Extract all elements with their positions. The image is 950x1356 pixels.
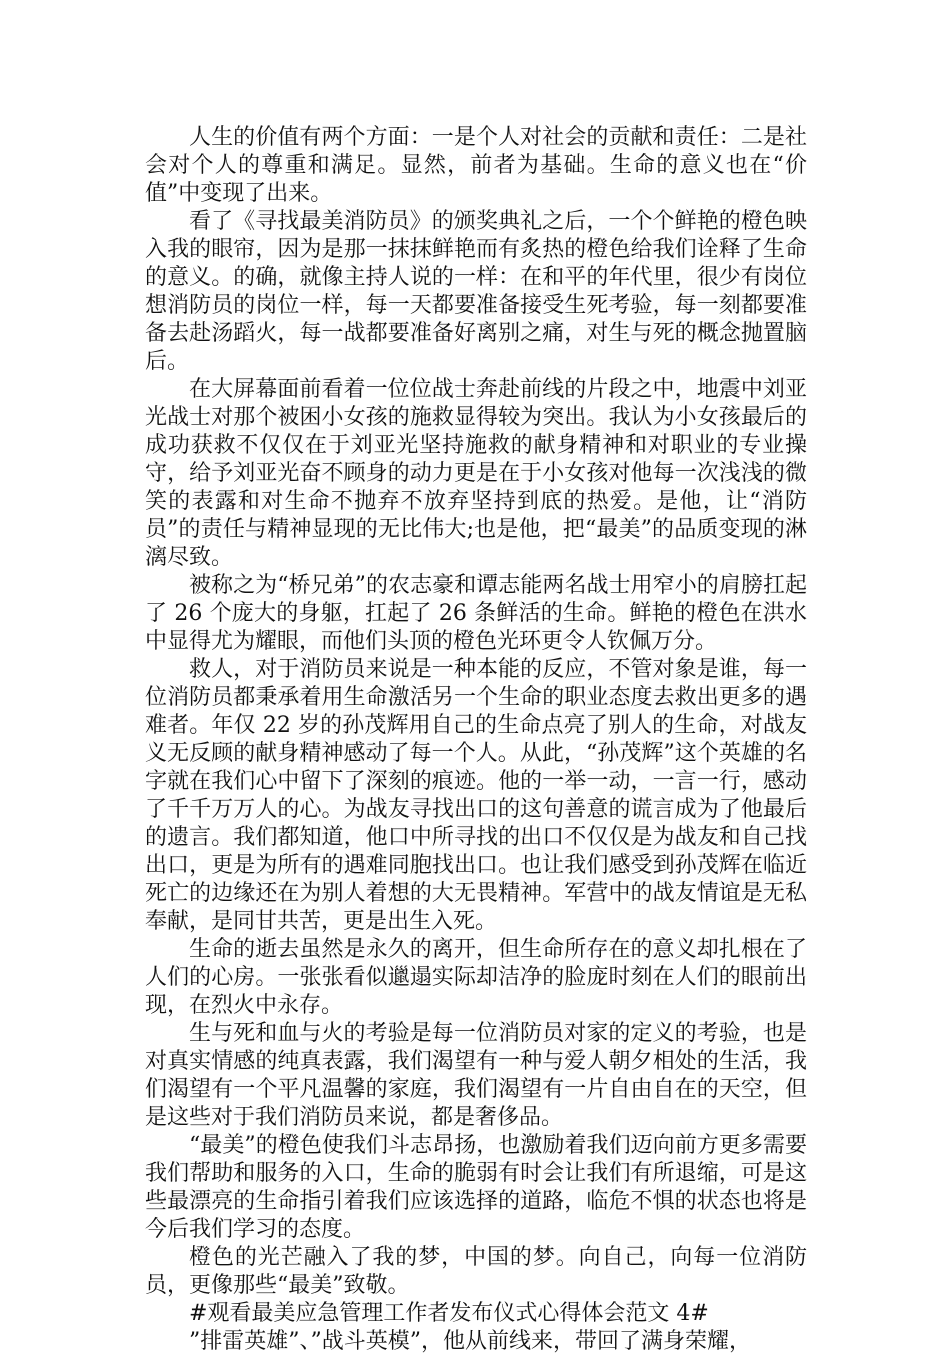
paragraph-5: 救人，对于消防员来说是一种本能的反应，不管对象是谁，每一位消防员都秉承着用生命激活另一个生命的职业态度去救出更多的遇难者。年仅 22 岁的孙茂辉用自己的生命点亮了别人的生命，对战友义无反顾的献身精神感动了每一个人。从此，“孙茂辉”这个英雄的名字就在我们心中留下了深刻的痕迹。他的一举一动，一言一行，感动了千千万万人的心。为战友寻找出口的这句善意的谎言成为了他最后的遗言。我们都知道，他口中所寻找的出口不仅仅是为战友和自己找出口，更是为所有的遇难同胞找出口。也让我们感受到孙茂辉在临近死亡的边缘还在为别人着想的大无畏精神。军营中的战友情谊是无私奉献，是同甘共苦，更是出生入死。 [145, 657, 807, 934]
paragraph-4: 被称之为“桥兄弟”的农志豪和谭志能两名战士用窄小的肩膀扛起了 26 个庞大的身躯，扛起了 26 条鲜活的生命。鲜艳的橙色在洪水中显得尤为耀眼，而他们头顶的橙色光环更令人钦佩万分。 [145, 573, 807, 654]
paragraph-9: 橙色的光芒融入了我的梦，中国的梦。向自己，向每一位消防员，更像那些“最美”致敬。 [145, 1245, 807, 1298]
paragraph-1: 人生的价值有两个方面：一是个人对社会的贡献和责任：二是社会对个人的尊重和满足。显然，前者为基础。生命的意义也在“价值”中变现了出来。 [145, 125, 807, 206]
paragraph-2: 看了《寻找最美消防员》的颁奖典礼之后，一个个鲜艳的橙色映入我的眼帘，因为是那一抹抹鲜艳而有炙热的橙色给我们诠释了生命的意义。的确，就像主持人说的一样：在和平的年代里，很少有岗位想消防员的岗位一样，每一天都要准备接受生死考验，每一刻都要准备去赴汤蹈火，每一战都要准备好离别之痛，对生与死的概念抛置脑后。 [145, 209, 807, 374]
section-heading: #观看最美应急管理工作者发布仪式心得体会范文 4# [189, 1301, 709, 1326]
paragraph-7: 生与死和血与火的考验是每一位消防员对家的定义的考验，也是对真实情感的纯真表露，我们渴望有一种与爱人朝夕相处的生活，我们渴望有一个平凡温馨的家庭，我们渴望有一片自由自在的天空，但是这些对于我们消防员来说，都是奢侈品。 [145, 1021, 807, 1130]
paragraph-10: ”排雷英雄”、”战斗英模”，他从前线来，带回了满身荣耀， [189, 1329, 751, 1354]
paragraph-6: 生命的逝去虽然是永久的离开，但生命所存在的意义却扎根在了人们的心房。一张张看似邋遢实际却洁净的脸庞时刻在人们的眼前出现，在烈火中永存。 [145, 937, 807, 1018]
paragraph-3: 在大屏幕面前看着一位位战士奔赴前线的片段之中，地震中刘亚光战士对那个被困小女孩的施救显得较为突出。我认为小女孩最后的成功获救不仅仅在于刘亚光坚持施救的献身精神和对职业的专业操守，给予刘亚光奋不顾身的动力更是在于小女孩对他每一次浅浅的微笑的表露和对生命不抛弃不放弃坚持到底的热爱。是他，让“消防员”的责任与精神显现的无比伟大;也是他，把“最美”的品质变现的淋漓尽致。 [145, 377, 807, 570]
paragraph-8: “最美”的橙色使我们斗志昂扬，也激励着我们迈向前方更多需要我们帮助和服务的入口，生命的脆弱有时会让我们有所退缩，可是这些最漂亮的生命指引着我们应该选择的道路，临危不惧的状态也将是今后我们学习的态度。 [145, 1133, 807, 1242]
document-body [145, 124, 807, 1356]
